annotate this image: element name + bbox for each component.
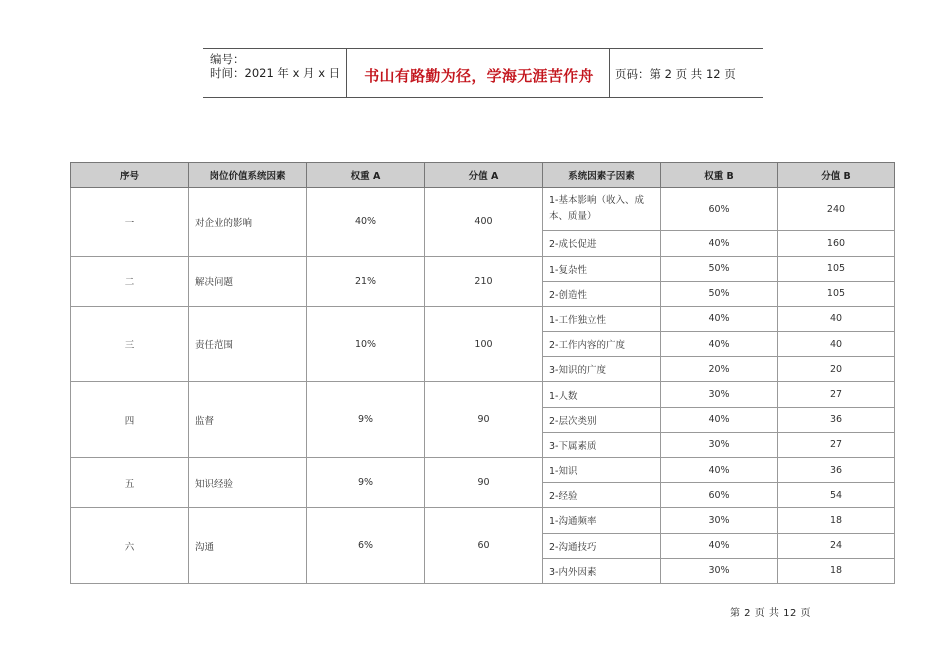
job-value-table [70, 162, 895, 584]
factor-name: 责任范围 [189, 306, 307, 382]
score-b: 18 [778, 508, 895, 533]
row-number: 一 [71, 188, 189, 257]
col-header: 分值 B [778, 163, 895, 188]
weight-a: 40% [307, 188, 425, 257]
weight-b: 20% [661, 357, 778, 382]
table-row [71, 256, 895, 281]
score-b: 27 [778, 432, 895, 457]
header-meta [210, 52, 340, 80]
factor-name: 知识经验 [189, 458, 307, 508]
header-page-info: 页码：第 2 页 共 12 页 [615, 67, 736, 81]
weight-b: 40% [661, 407, 778, 432]
sub-factor: 1-沟通频率 [543, 508, 661, 533]
col-header: 系统因素子因素 [543, 163, 661, 188]
code-label: 编号： [210, 52, 245, 66]
weight-b: 40% [661, 458, 778, 483]
factor-name: 对企业的影响 [189, 188, 307, 257]
factor-name: 监督 [189, 382, 307, 458]
sub-factor: 3-内外因素 [543, 558, 661, 583]
score-a: 90 [425, 382, 543, 458]
weight-b: 40% [661, 533, 778, 558]
weight-b: 60% [661, 483, 778, 508]
score-b: 40 [778, 332, 895, 357]
table-header-row [71, 163, 895, 188]
score-b: 105 [778, 281, 895, 306]
weight-b: 60% [661, 188, 778, 231]
weight-a: 9% [307, 458, 425, 508]
weight-a: 21% [307, 256, 425, 306]
table-row [71, 188, 895, 231]
sub-factor: 2-工作内容的广度 [543, 332, 661, 357]
sub-factor: 2-经验 [543, 483, 661, 508]
factor-name: 解决问题 [189, 256, 307, 306]
col-header: 岗位价值系统因素 [189, 163, 307, 188]
score-b: 36 [778, 407, 895, 432]
weight-a: 10% [307, 306, 425, 382]
sub-factor: 3-知识的广度 [543, 357, 661, 382]
score-a: 210 [425, 256, 543, 306]
weight-b: 30% [661, 382, 778, 407]
col-header: 权重 A [307, 163, 425, 188]
col-header: 分值 A [425, 163, 543, 188]
table-row [71, 306, 895, 331]
header-motto: 书山有路勤为径，学海无涯苦作舟 [364, 67, 594, 85]
score-b: 18 [778, 558, 895, 583]
sub-factor: 2-成长促进 [543, 231, 661, 256]
score-a: 100 [425, 306, 543, 382]
score-b: 20 [778, 357, 895, 382]
score-b: 160 [778, 231, 895, 256]
weight-b: 30% [661, 558, 778, 583]
sub-factor: 1-基本影响（收入、成本、质量） [543, 188, 661, 231]
page-header [203, 48, 763, 98]
page-footer: 第 2 页 共 12 页 [730, 608, 811, 619]
score-b: 27 [778, 382, 895, 407]
weight-b: 50% [661, 256, 778, 281]
col-header: 序号 [71, 163, 189, 188]
sub-factor: 2-沟通技巧 [543, 533, 661, 558]
score-a: 60 [425, 508, 543, 584]
score-a: 400 [425, 188, 543, 257]
weight-a: 9% [307, 382, 425, 458]
time-label: 时间：2021 年 x 月 x 日 [210, 66, 341, 80]
sub-factor: 1-人数 [543, 382, 661, 407]
header-divider [346, 49, 347, 97]
weight-b: 50% [661, 281, 778, 306]
score-b: 40 [778, 306, 895, 331]
sub-factor: 2-层次类别 [543, 407, 661, 432]
row-number: 四 [71, 382, 189, 458]
score-a: 90 [425, 458, 543, 508]
col-header: 权重 B [661, 163, 778, 188]
sub-factor: 2-创造性 [543, 281, 661, 306]
row-number: 三 [71, 306, 189, 382]
weight-b: 40% [661, 332, 778, 357]
weight-a: 6% [307, 508, 425, 584]
score-b: 240 [778, 188, 895, 231]
score-b: 24 [778, 533, 895, 558]
row-number: 二 [71, 256, 189, 306]
sub-factor: 1-工作独立性 [543, 306, 661, 331]
score-b: 36 [778, 458, 895, 483]
weight-b: 30% [661, 432, 778, 457]
weight-b: 40% [661, 231, 778, 256]
row-number: 五 [71, 458, 189, 508]
table-row [71, 458, 895, 483]
score-b: 54 [778, 483, 895, 508]
sub-factor: 1-知识 [543, 458, 661, 483]
weight-b: 40% [661, 306, 778, 331]
sub-factor: 3-下属素质 [543, 432, 661, 457]
factor-name: 沟通 [189, 508, 307, 584]
weight-b: 30% [661, 508, 778, 533]
table-row [71, 508, 895, 533]
table-row [71, 382, 895, 407]
score-b: 105 [778, 256, 895, 281]
sub-factor: 1-复杂性 [543, 256, 661, 281]
row-number: 六 [71, 508, 189, 584]
